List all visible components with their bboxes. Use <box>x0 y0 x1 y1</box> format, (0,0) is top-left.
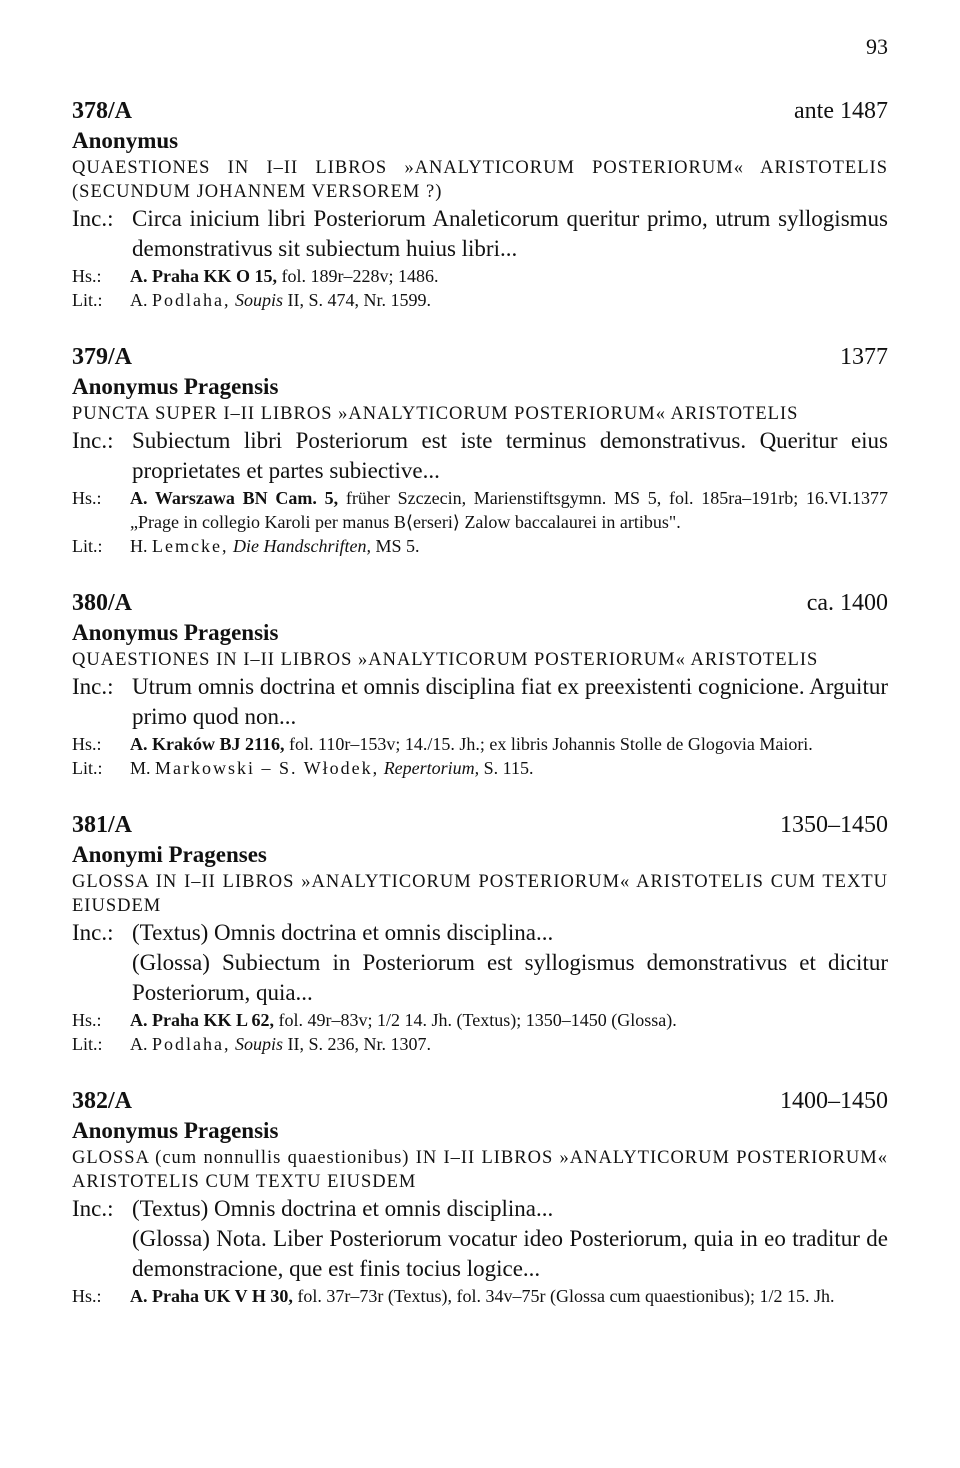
literature-author: Markowski – S. Włodek, <box>155 758 380 778</box>
catalogue-entry <box>72 588 888 780</box>
incipit-text: Subiectum libri Posteriorum est iste terminus demonstrativus. Queritur eius proprietates et partes subiective... <box>132 428 888 483</box>
manuscript <box>72 732 888 756</box>
manuscript-details: fol. 37r–73r (Textus), fol. 34v–75r (Glossa cum quaestionibus); 1/2 15. Jh. <box>297 1286 835 1306</box>
entry-header <box>72 96 888 126</box>
literature-label: Lit.: <box>72 536 103 556</box>
literature-reference: II, S. 236, Nr. 1307. <box>287 1034 432 1054</box>
manuscript <box>72 1008 888 1032</box>
catalogue-entry <box>72 810 888 1056</box>
incipit-text-glossa: (Glossa) Nota. Liber Posteriorum vocatur ideo Posteriorum, quia in eo traditur de demonstracione, que est finis tocius logice... <box>132 1226 888 1281</box>
catalogue-entry <box>72 1086 888 1308</box>
catalogue-entry <box>72 342 888 558</box>
manuscript <box>72 1284 888 1308</box>
manuscript-details: früher Szczecin, Marienstiftsgymn. MS 5, fol. 185ra–191rb; 16.VI.1377 „Prage in collegio Karoli per manus B⟨erseri⟩ Zalow baccalaurei in artibus". <box>130 488 888 532</box>
manuscript-siglum: A. Kraków BJ 2116, <box>130 734 285 754</box>
literature-work: Soupis <box>235 290 284 310</box>
entry-date: ca. 1400 <box>806 590 888 616</box>
entry-title: GLOSSA (cum nonnullis quaestionibus) IN I–II LIBROS »ANALYTICORUM POSTERIORUM« ARISTOTELIS CUM TEXTU EIUSDEM <box>72 1148 888 1192</box>
manuscript-label: Hs.: <box>72 1286 102 1306</box>
incipit-text: Circa inicium libri Posteriorum Analeticorum queritur primo, utrum syllogismus demonstrativus sit subiectum huius libri... <box>132 206 888 261</box>
manuscript-siglum: A. Warszawa BN Cam. 5, <box>130 488 339 508</box>
manuscript-details: fol. 110r–153v; 14./15. Jh.; ex libris Johannis Stolle de Glogovia Maiori. <box>289 734 813 754</box>
entry-title: QUAESTIONES IN I–II LIBROS »ANALYTICORUM POSTERIORUM« ARISTOTELIS (SECUNDUM JOHANNEM VERSOREM ?) <box>72 158 888 202</box>
literature <box>72 534 888 558</box>
literature-initial: M. <box>130 758 151 778</box>
literature-label: Lit.: <box>72 758 103 778</box>
literature-initial: H. <box>130 536 148 556</box>
incipit-label: Inc.: <box>72 206 114 231</box>
entry-date: 1377 <box>840 344 888 370</box>
catalogue-entries <box>72 96 888 1338</box>
entry-number: 380/A <box>72 590 132 616</box>
incipit-text-textus: (Textus) Omnis doctrina et omnis disciplina... <box>132 920 554 945</box>
manuscript-siglum: A. Praha KK O 15, <box>130 266 277 286</box>
incipit-text-textus: (Textus) Omnis doctrina et omnis disciplina... <box>132 1196 554 1221</box>
entry-header <box>72 810 888 840</box>
literature-author: Lemcke, <box>152 536 229 556</box>
manuscript-siglum: A. Praha UK V H 30, <box>130 1286 293 1306</box>
literature <box>72 1032 888 1056</box>
literature-reference: II, S. 474, Nr. 1599. <box>287 290 432 310</box>
incipit <box>72 426 888 486</box>
entry-date: 1400–1450 <box>780 1088 888 1114</box>
incipit <box>72 918 888 1008</box>
incipit-label: Inc.: <box>72 920 114 945</box>
manuscript <box>72 264 888 288</box>
entry-number: 379/A <box>72 344 132 370</box>
entry-date: 1350–1450 <box>780 812 888 838</box>
incipit <box>72 672 888 732</box>
incipit-text-glossa: (Glossa) Subiectum in Posteriorum est syllogismus demonstrativus et dicitur Posteriorum, quia... <box>132 950 888 1005</box>
entry-number: 381/A <box>72 812 132 838</box>
literature-initial: A. <box>130 290 148 310</box>
entry-header <box>72 588 888 618</box>
literature-author: Podlaha, <box>152 1034 231 1054</box>
manuscript-details: fol. 189r–228v; 1486. <box>281 266 439 286</box>
entry-number: 378/A <box>72 98 132 124</box>
catalogue-entry <box>72 96 888 312</box>
entry-author: Anonymi Pragenses <box>72 842 267 867</box>
entry-title: GLOSSA IN I–II LIBROS »ANALYTICORUM POSTERIORUM« ARISTOTELIS CUM TEXTU EIUSDEM <box>72 872 888 916</box>
incipit-text: Utrum omnis doctrina et omnis disciplina fiat ex preexistenti cognicione. Arguitur primo quod non... <box>132 674 888 729</box>
manuscript-label: Hs.: <box>72 266 102 286</box>
entry-author: Anonymus Pragensis <box>72 374 279 399</box>
manuscript-label: Hs.: <box>72 1010 102 1030</box>
literature-initial: A. <box>130 1034 148 1054</box>
literature-reference: S. 115. <box>483 758 534 778</box>
entry-author: Anonymus Pragensis <box>72 620 279 645</box>
entry-author: Anonymus <box>72 128 179 153</box>
manuscript-label: Hs.: <box>72 488 102 508</box>
incipit-label: Inc.: <box>72 674 114 699</box>
entry-title: PUNCTA SUPER I–II LIBROS »ANALYTICORUM POSTERIORUM« ARISTOTELIS <box>72 404 799 424</box>
entry-title: QUAESTIONES IN I–II LIBROS »ANALYTICORUM POSTERIORUM« ARISTOTELIS <box>72 650 819 670</box>
manuscript-label: Hs.: <box>72 734 102 754</box>
literature <box>72 756 888 780</box>
entry-author: Anonymus Pragensis <box>72 1118 279 1143</box>
literature-reference: MS 5. <box>375 536 420 556</box>
literature <box>72 288 888 312</box>
literature-work: Die Handschriften, <box>232 536 371 556</box>
manuscript-details: fol. 49r–83v; 1/2 14. Jh. (Textus); 1350–1450 (Glossa). <box>278 1010 677 1030</box>
entry-header <box>72 1086 888 1116</box>
page-number: 93 <box>866 34 888 59</box>
literature-author: Podlaha, <box>152 290 231 310</box>
literature-work: Soupis <box>235 1034 284 1054</box>
literature-label: Lit.: <box>72 1034 103 1054</box>
manuscript <box>72 486 888 534</box>
literature-label: Lit.: <box>72 290 103 310</box>
incipit-label: Inc.: <box>72 428 114 453</box>
incipit <box>72 204 888 264</box>
literature-work: Repertorium, <box>383 758 480 778</box>
entry-number: 382/A <box>72 1088 132 1114</box>
entry-date: ante 1487 <box>794 98 888 124</box>
entry-header <box>72 342 888 372</box>
incipit-label: Inc.: <box>72 1196 114 1221</box>
manuscript-siglum: A. Praha KK L 62, <box>130 1010 275 1030</box>
incipit <box>72 1194 888 1284</box>
